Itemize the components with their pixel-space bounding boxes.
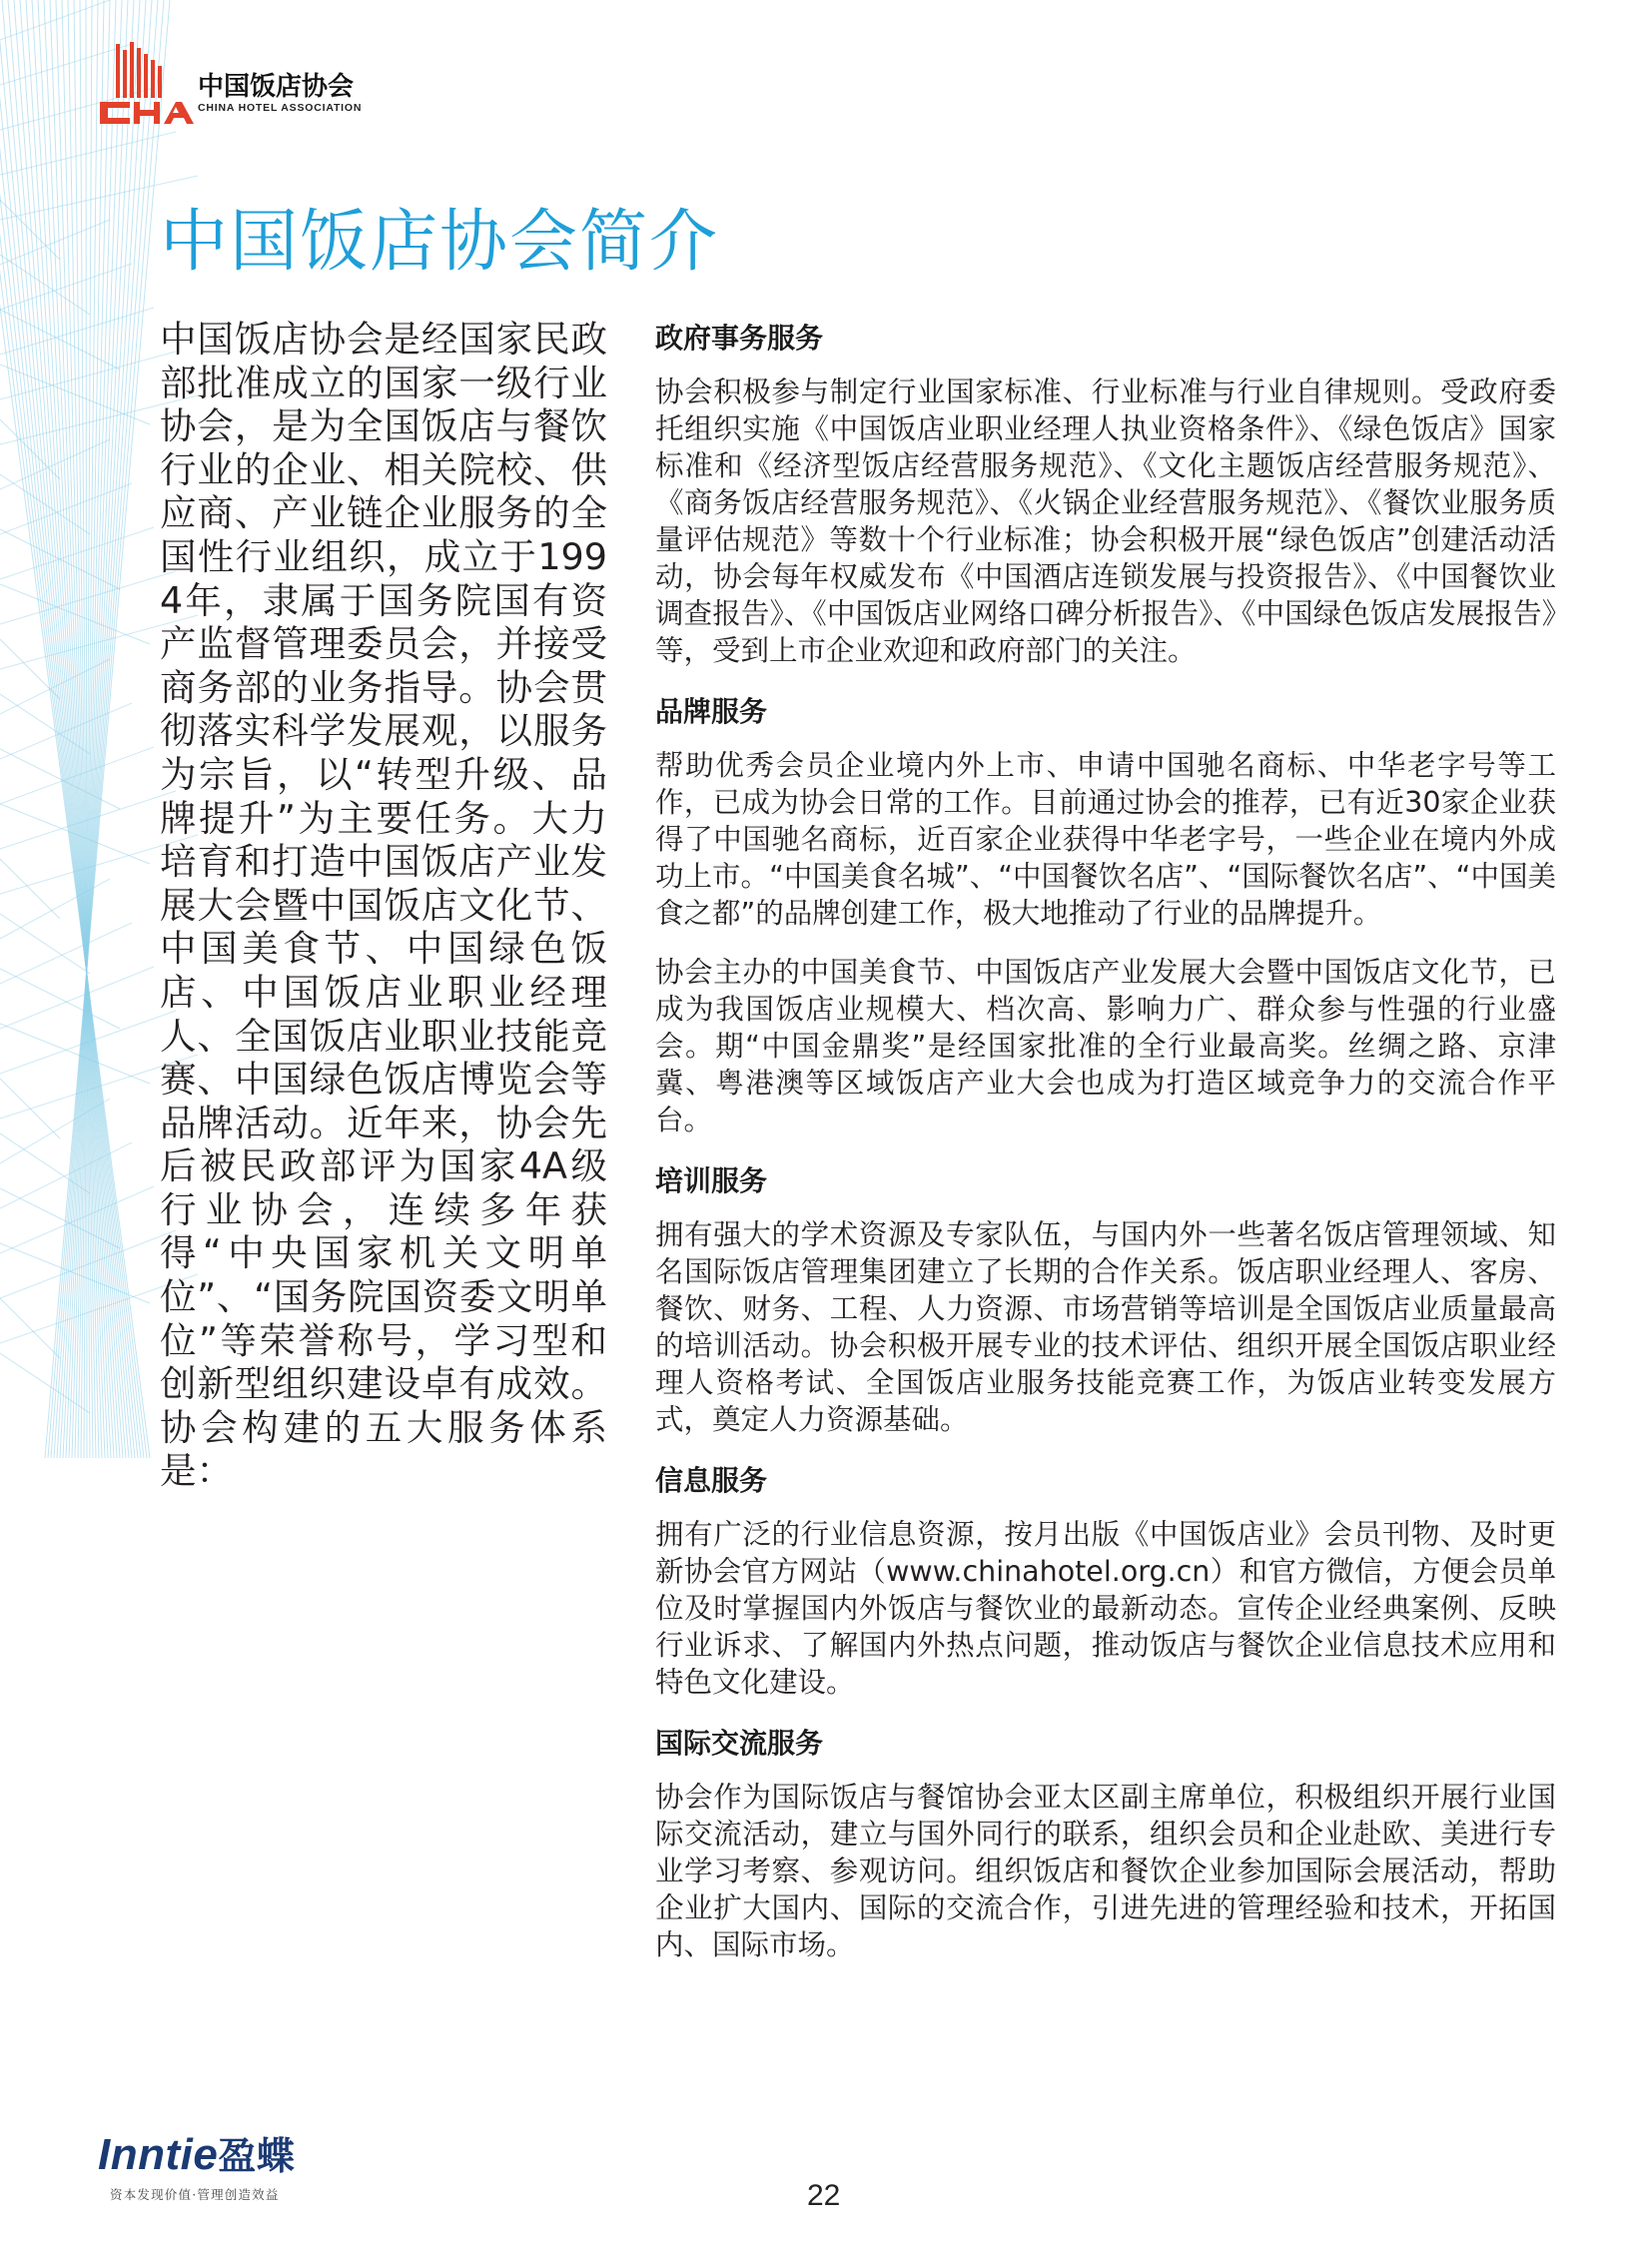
section-paragraph: 拥有广泛的行业信息资源，按月出版《中国饭店业》会员刊物、及时更新协会官方网站（www.chinahotel.org.cn）和官方微信，方便会员单位及时掌握国内外饭店与餐饮业的最新动态。宣传企业经典案例、反映行业诉求、了解国内外热点问题，推动饭店与餐饮企业信息技术应用和特色文化建设。 bbox=[655, 1518, 1556, 1699]
services-column bbox=[655, 318, 1556, 1963]
section-heading: 信息服务 bbox=[655, 1464, 768, 1497]
inntie-brand-en: Inntie bbox=[98, 2130, 219, 2179]
inntie-wordmark bbox=[98, 2125, 295, 2180]
intro-paragraph: 中国饭店协会是经国家民政部批准成立的国家一级行业协会，是为全国饭店与餐饮行业的企业、相关院校、供应商、产业链企业服务的全国性行业组织，成立于1994年，隶属于国务院国有资产监督管理委员会，并接受商务部的业务指导。协会贯彻落实科学发展观，以服务为宗旨，以“转型升级、品牌提升”为主要任务。大力培育和打造中国饭店产业发展大会暨中国饭店文化节、中国美食节、中国绿色饭店、中国饭店业职业经理人、全国饭店业职业技能竞赛、中国绿色饭店博览会等品牌活动。近年来，协会先后被民政部评为国家4A级行业协会，连续多年获得“中央国家机关文明单位”、“国务院国资委文明单位”等荣誉称号，学习型和创新型组织建设卓有成效。协会构建的五大服务体系是： bbox=[160, 318, 607, 1493]
section-paragraph: 帮助优秀会员企业境内外上市、申请中国驰名商标、中华老字号等工作，已成为协会日常的工作。目前通过协会的推荐，已有近30家企业获得了中国驰名商标，近百家企业获得中华老字号，一些企业在境内外成功上市。“中国美食名城”、“中国餐饮名店”、“国际餐饮名店”、“中国美食之都”的品牌创建工作，极大地推动了行业的品牌提升。 bbox=[655, 749, 1556, 930]
section-heading: 国际交流服务 bbox=[655, 1727, 824, 1760]
section-information bbox=[655, 1460, 1556, 1701]
section-international bbox=[655, 1723, 1556, 1963]
inntie-brand-cn: 盈蝶 bbox=[218, 2134, 296, 2178]
section-heading: 政府事务服务 bbox=[655, 322, 824, 355]
section-government-affairs bbox=[655, 318, 1556, 669]
section-heading: 培训服务 bbox=[655, 1164, 768, 1197]
page-number: 22 bbox=[807, 2179, 841, 2212]
inntie-logo bbox=[98, 2125, 358, 2205]
association-logo-mark bbox=[98, 40, 194, 126]
section-heading: 品牌服务 bbox=[655, 695, 768, 728]
section-paragraph: 拥有强大的学术资源及专家队伍，与国内外一些著名饭店管理领域、知名国际饭店管理集团建立了长期的合作关系。饭店职业经理人、客房、餐饮、财务、工程、人力资源、市场营销等培训是全国饭店业质量最高的培训活动。协会积极开展专业的技术评估、组织开展全国饭店职业经理人资格考试、全国饭店业服务技能竞赛工作，为饭店业转变发展方式，奠定人力资源基础。 bbox=[655, 1218, 1556, 1436]
logo-en-text: CHINA HOTEL ASSOCIATION bbox=[198, 102, 363, 114]
section-paragraph: 协会主办的中国美食节、中国饭店产业发展大会暨中国饭店文化节，已成为我国饭店业规模大、档次高、影响力广、群众参与性强的行业盛会。期“中国金鼎奖”是经国家批准的全行业最高奖。丝绸之路、京津冀、粤港澳等区域饭店产业大会也成为打造区域竞争力的交流合作平台。 bbox=[655, 956, 1556, 1136]
logo-cn-text: 中国饭店协会 bbox=[198, 72, 355, 102]
inntie-slogan: 资本发现价值·管理创造效益 bbox=[110, 2187, 280, 2202]
section-paragraph: 协会积极参与制定行业国家标准、行业标准与行业自律规则。受政府委托组织实施《中国饭店业职业经理人执业资格条件》、《绿色饭店》国家标准和《经济型饭店经营服务规范》、《文化主题饭店经营服务规范》、《商务饭店经营服务规范》、《火锅企业经营服务规范》、《餐饮业服务质量评估规范》等数十个行业标准；协会积极开展“绿色饭店”创建活动活动，协会每年权威发布《中国酒店连锁发展与投资报告》、《中国餐饮业调查报告》、《中国饭店业网络口碑分析报告》、《中国绿色饭店发展报告》等，受到上市企业欢迎和政府部门的关注。 bbox=[655, 375, 1556, 667]
section-brand bbox=[655, 691, 1556, 1138]
page-title: 中国饭店协会简介 bbox=[160, 203, 720, 282]
section-paragraph: 协会作为国际饭店与餐馆协会亚太区副主席单位，积极组织开展行业国际交流活动，建立与国外同行的联系，组织会员和企业赴欧、美进行专业学习考察、参观访问。组织饭店和餐饮企业参加国际会展活动，帮助企业扩大国内、国际的交流合作，引进先进的管理经验和技术，开拓国内、国际市场。 bbox=[655, 1781, 1556, 1961]
association-logo bbox=[98, 40, 408, 126]
section-training bbox=[655, 1160, 1556, 1438]
